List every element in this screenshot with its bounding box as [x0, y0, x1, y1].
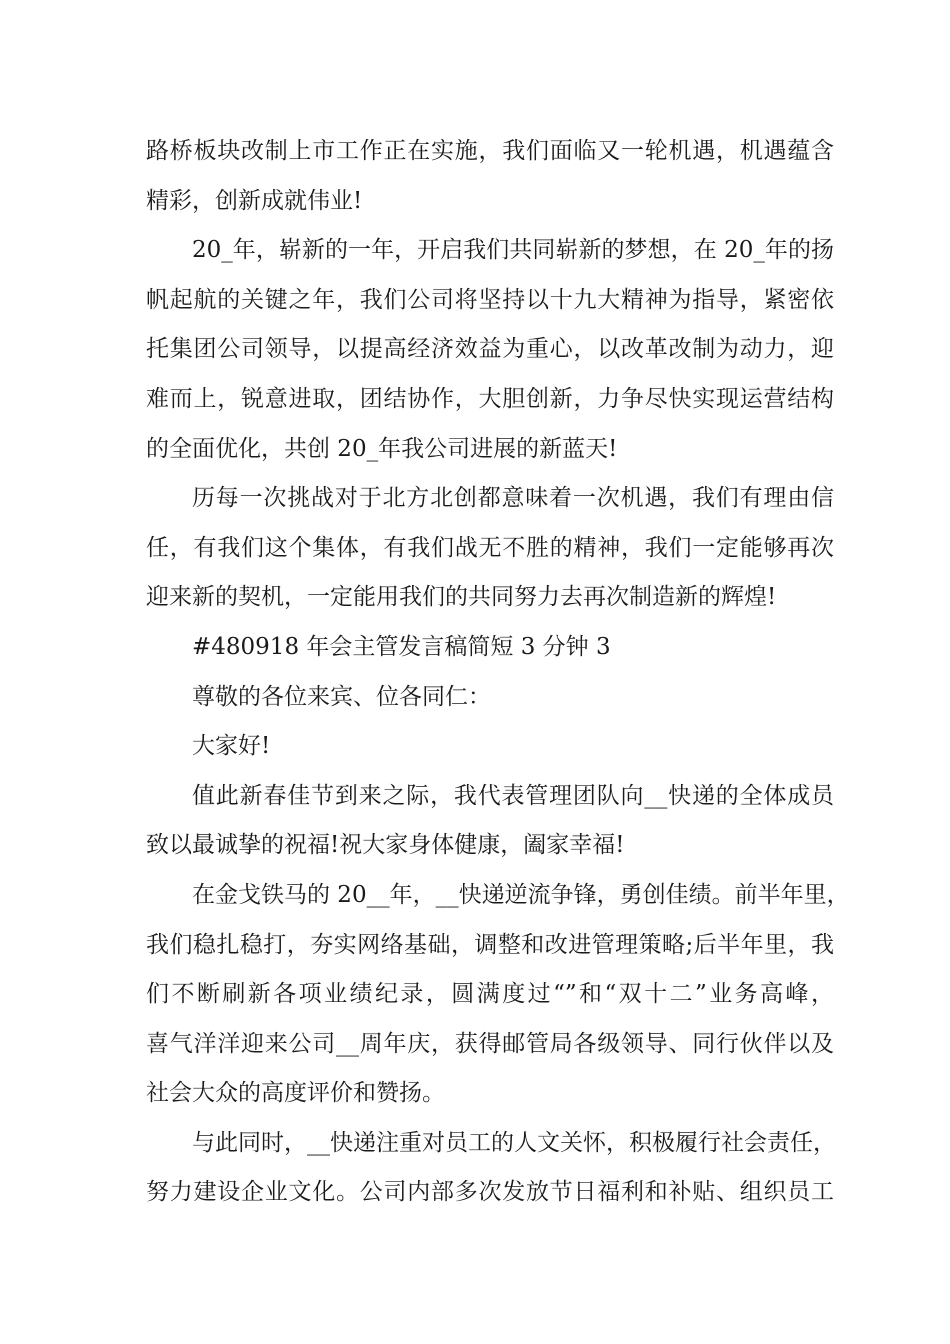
text-line: 努力建设企业文化。公司内部多次发放节日福利和补贴、组织员工	[146, 1179, 834, 1206]
text-line: 路桥板块改制上市工作正在实施，我们面临又一轮机遇，机遇蕴含	[146, 138, 834, 164]
text-line: 托集团公司领导，以提高经济效益为重心，以改革改制为动力，迎	[146, 336, 834, 363]
text-line: 我们稳扎稳打，夯实网络基础，调整和改进管理策略;后半年里，我	[146, 931, 834, 958]
text-line: 值此新春佳节到来之际，我代表管理团队向__快递的全体成员	[192, 782, 834, 809]
text-line: 喜气洋洋迎来公司__周年庆，获得邮管局各级领导、同行伙伴以及	[146, 1030, 834, 1057]
text-line: 帆起航的关键之年，我们公司将坚持以十九大精神为指导，紧密依	[146, 286, 834, 313]
text-line: 大家好!	[192, 733, 271, 760]
text-line: 尊敬的各位来宾、位各同仁：	[192, 683, 491, 710]
text-line: 精彩，创新成就伟业!	[146, 187, 363, 214]
text-line: 与此同时，__快递注重对员工的人文关怀，积极履行社会责任，	[192, 1129, 836, 1156]
text-line: 们不断刷新各项业绩纪录，圆满度过“”和“双十二”业务高峰，	[146, 981, 834, 1008]
text-line: 的全面优化，共创 20_年我公司进展的新蓝天!	[146, 435, 618, 462]
text-line: #480918 年会主管发言稿简短 3 分钟 3	[192, 633, 611, 660]
text-line: 难而上，锐意进取，团结协作，大胆创新，力争尽快实现运营结构	[146, 385, 834, 412]
text-line: 历每一次挑战对于北方北创都意味着一次机遇，我们有理由信	[192, 485, 834, 512]
text-line: 任，有我们这个集体，有我们战无不胜的精神，我们一定能够再次	[146, 534, 834, 561]
document-body	[146, 127, 850, 1218]
text-line: 20_年，崭新的一年，开启我们共同崭新的梦想，在 20_年的扬	[192, 237, 834, 264]
text-line: 在金戈铁马的 20__年，__快递逆流争锋，勇创佳绩。前半年里，	[192, 881, 850, 908]
text-line: 致以最诚挚的祝福!祝大家身体健康，阖家幸福!	[146, 832, 625, 859]
text-line: 迎来新的契机，一定能用我们的共同努力去再次制造新的辉煌!	[146, 584, 777, 611]
text-line: 社会大众的高度评价和赞扬。	[146, 1080, 445, 1107]
